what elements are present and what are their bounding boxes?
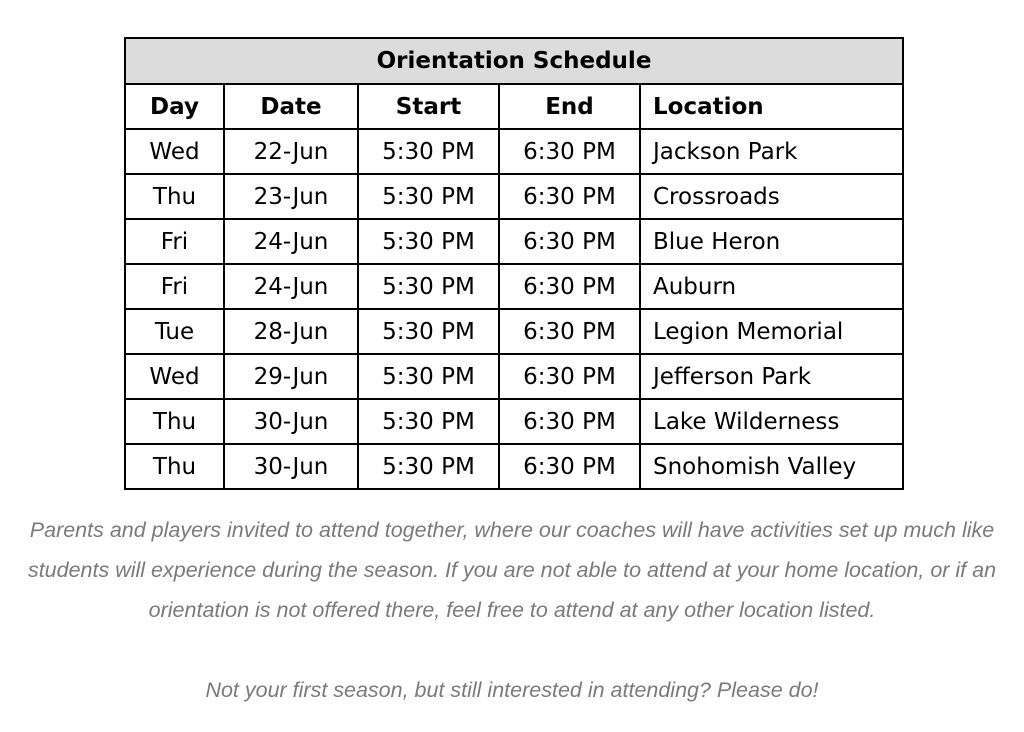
cell-date: 23-Jun <box>224 174 358 219</box>
column-header-day: Day <box>125 84 224 129</box>
cell-start: 5:30 PM <box>358 354 499 399</box>
cell-end: 6:30 PM <box>499 174 640 219</box>
table-row <box>125 174 903 219</box>
cell-location: Lake Wilderness <box>640 399 903 444</box>
notes-paragraph-invitation: Parents and players invited to attend together, where our coaches will have activities set up much like students will experience during the season. If you are not able to attend at your home location, or if an orientation is not offered there, feel free to attend at any other location listed. <box>27 518 997 622</box>
table-header-row <box>125 84 903 129</box>
cell-day: Thu <box>125 444 224 489</box>
cell-end: 6:30 PM <box>499 399 640 444</box>
column-header-date: Date <box>224 84 358 129</box>
table-row <box>125 399 903 444</box>
cell-date: 24-Jun <box>224 219 358 264</box>
cell-start: 5:30 PM <box>358 129 499 174</box>
cell-day: Thu <box>125 399 224 444</box>
cell-location: Legion Memorial <box>640 309 903 354</box>
cell-end: 6:30 PM <box>499 354 640 399</box>
table-row <box>125 264 903 309</box>
column-header-start: Start <box>358 84 499 129</box>
cell-day: Wed <box>125 129 224 174</box>
cell-start: 5:30 PM <box>358 219 499 264</box>
cell-date: 22-Jun <box>224 129 358 174</box>
table-row <box>125 309 903 354</box>
cell-end: 6:30 PM <box>499 129 640 174</box>
cell-start: 5:30 PM <box>358 309 499 354</box>
orientation-notes <box>10 510 1014 710</box>
table-row <box>125 354 903 399</box>
cell-location: Jefferson Park <box>640 354 903 399</box>
cell-date: 28-Jun <box>224 309 358 354</box>
cell-end: 6:30 PM <box>499 219 640 264</box>
cell-day: Fri <box>125 264 224 309</box>
table-title-row <box>125 38 903 84</box>
table-row <box>125 444 903 489</box>
cell-start: 5:30 PM <box>358 399 499 444</box>
cell-date: 24-Jun <box>224 264 358 309</box>
cell-day: Tue <box>125 309 224 354</box>
cell-date: 30-Jun <box>224 444 358 489</box>
cell-location: Crossroads <box>640 174 903 219</box>
cell-end: 6:30 PM <box>499 264 640 309</box>
notes-paragraph-returning: Not your first season, but still interested in attending? Please do! <box>205 678 819 702</box>
table-title: Orientation Schedule <box>125 38 903 84</box>
cell-start: 5:30 PM <box>358 444 499 489</box>
column-header-end: End <box>499 84 640 129</box>
cell-date: 29-Jun <box>224 354 358 399</box>
orientation-schedule-table <box>124 37 904 490</box>
cell-day: Thu <box>125 174 224 219</box>
cell-day: Fri <box>125 219 224 264</box>
cell-end: 6:30 PM <box>499 309 640 354</box>
cell-day: Wed <box>125 354 224 399</box>
table-row <box>125 129 903 174</box>
cell-start: 5:30 PM <box>358 264 499 309</box>
cell-start: 5:30 PM <box>358 174 499 219</box>
cell-location: Jackson Park <box>640 129 903 174</box>
cell-end: 6:30 PM <box>499 444 640 489</box>
cell-date: 30-Jun <box>224 399 358 444</box>
cell-location: Auburn <box>640 264 903 309</box>
cell-location: Snohomish Valley <box>640 444 903 489</box>
table-row <box>125 219 903 264</box>
cell-location: Blue Heron <box>640 219 903 264</box>
column-header-location: Location <box>640 84 903 129</box>
